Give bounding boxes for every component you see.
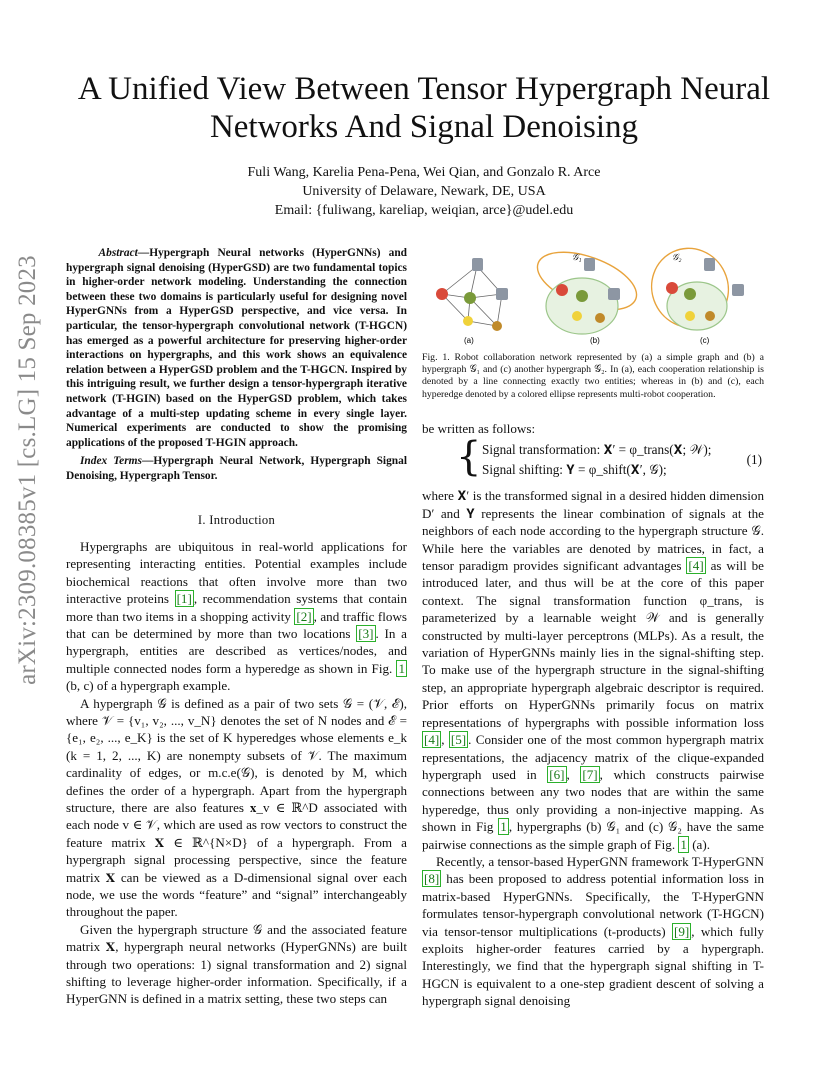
right-paragraph-2 <box>422 853 764 1010</box>
robot-icon <box>436 288 448 300</box>
robot-icon <box>704 258 715 271</box>
robot-network-figure <box>422 246 764 346</box>
citation-8[interactable]: [8] <box>424 871 440 887</box>
label-g2: 𝒢₂ <box>672 252 682 262</box>
right-p1c-text: , <box>441 732 449 748</box>
robot-icon <box>685 311 695 321</box>
robot-icon <box>496 288 508 300</box>
intro-p1c-text: , and traffic flows that can be determined by more than two locations <box>66 608 407 641</box>
robot-icon <box>595 313 605 323</box>
right-p1f-text: , which constructs pairwise connections between any two nodes that are within the same hyperedge, thus only providing a non-injective mapping. As shown in Fig <box>422 766 765 835</box>
citation-4[interactable]: [4] <box>688 558 704 574</box>
robot-icon <box>584 258 595 271</box>
right-p1b-text: as will be introduced later, and thus will be at the core of this paper context. The signal transformation function φ_trans, is parameterized by a learnable weight 𝒲 and is generally constructed by multi-layer perceptrons (MLPs). As a result, the variation of HyperGNNs mainly lies in the signal-shifting step. To make use of the hypergraph structure in the signal-shifting step, an appropriate hypergraph algebraic descriptor is required. Prior efforts on HyperGNNs primarily focus on matrix representations of hypergraphs with possible information loss <box>422 558 764 730</box>
right-p2a-text: Recently, a tensor-based HyperGNN framework T-HyperGNN <box>436 853 764 869</box>
hypergraph-g1 <box>530 246 644 345</box>
intro-p1d-text: . In a hypergraph, entities are described as vertices/nodes, and multiple connected nodes form a hyperedge as shown in Fig. <box>66 625 407 676</box>
robot-icon <box>608 288 620 300</box>
robot-icon <box>472 258 483 271</box>
figure-caption: Fig. 1. Robot collaboration network represented by (a) a simple graph and (b) a hypergraph 𝒢₁ and (c) another hypergraph 𝒢₂. In (a), each cooperation relationship is denoted by a line connecting exactly two entities; whereas in (b) and (c), each hyperedge denoted by a colored ellipse represents multi-robot cooperation. <box>422 352 764 400</box>
right-lead-text: be written as follows: <box>422 421 536 436</box>
citation-2[interactable]: [2] <box>296 608 312 624</box>
citation-9[interactable]: [9] <box>673 923 690 939</box>
affiliation: University of Delaware, Newark, DE, USA <box>302 184 546 199</box>
email: Email: {fuliwang, kareliap, weiqian, arce}@udel.edu <box>274 203 574 218</box>
equation-brace: { <box>456 434 482 481</box>
abstract <box>66 246 407 450</box>
citation-6[interactable]: [6] <box>549 766 565 782</box>
right-p1a-text: where 𝐗′ is the transformed signal in a desired hidden dimension D′ and 𝐘 represents the linear combination of signals at the neighbors of each node according to the hypergraph structure 𝒢. While here the variables are denoted by matrices, in fact, a tensor paradigm provides significant advantages <box>422 488 764 574</box>
intro-p1b-text: , recommendation systems that contain more than two items in a shopping activity <box>66 591 407 624</box>
robot-icon <box>705 311 715 321</box>
right-paragraph-1 <box>422 487 764 853</box>
right-column <box>422 420 764 1010</box>
citation-5[interactable]: [5] <box>450 732 467 748</box>
right-p2c-text: , which fully exploits higher-order features carried by a hypergraph. Interestingly, we find that the hypergraph signal shifting in T-HGCN is equivalent to a one-step gradient descent of solving a hypergraph signal denoising <box>422 923 764 1009</box>
figure-ref-3[interactable]: 1 <box>680 836 687 852</box>
abstract-lead: Abstract <box>98 247 138 259</box>
label-g1: 𝒢₁ <box>572 252 582 262</box>
abstract-text: —Hypergraph Neural networks (HyperGNNs) and hypergraph signal denoising (HyperGSD) are two fundamental topics in higher-order network modeling. Understanding the connection between these two domains is particularly useful for designing novel HyperGNNs from a HyperGSD perspective, and vice versa. In particular, the tensor-hypergraph convolutional network (T-HGCN) has emerged as a powerful architecture for preserving higher-order interactions on hypergraphs, and this work shows an equivalence relation between a HyperGSD problem and the T-HGCN. Inspired by this intriguing result, we further design a tensor-hypergraph iterative network (T-HGIN) based on the HyperGSD problem, which takes advantage of a multi-step updating scheme in every single layer. Numerical experiments are conducted to show the promising applications of the proposed T-HGIN approach. <box>66 247 408 449</box>
citation-4b[interactable]: [4] <box>424 732 440 748</box>
equation-number: (1) <box>746 452 762 468</box>
simple-graph <box>436 258 508 345</box>
intro-paragraph-2: A hypergraph 𝒢 is defined as a pair of two sets 𝒢 = (𝒱, ℰ), where 𝒱 = {v₁, v₂, ..., v_N} denotes the set of N nodes and ℰ = {e₁, e₂, ..., e_K} is the set of K hyperedges whose elements e_k (k = 1, 2, ..., K) are nonempty subsets of 𝒱. The maximum cardinality of edges, or m.c.e(𝒢), is denoted by M, which defines the order of a hypergraph. Apart from the hypergraph structure, there are also features 𝐱_v ∈ ℝ^D associated with each node v ∈ 𝒱, which are used as row vectors to construct the feature matrix 𝐗 ∈ ℝ^{N×D} of a hypergraph. From a hypergraph signal processing perspective, since the feature matrix 𝐗 can be viewed as a D-dimensional signal over each node, we use the words “feature” and “signal” interchangeably throughout the paper. <box>66 695 407 920</box>
arxiv-stamp <box>0 240 56 700</box>
right-p1g-text: , hypergraphs (b) 𝒢₁ and (c) 𝒢₂ have the same pairwise connections as the simple graph of Fig. <box>422 819 764 852</box>
equation-1 <box>422 434 764 481</box>
equation-line-2: Signal shifting: 𝐘 = φ_shift(𝐗′, 𝒢); <box>482 462 667 478</box>
right-p1d-text: . Consider one of the most common hypergraph matrix representations, the adjacency matrix of the clique-expanded hypergraph used in <box>422 732 765 782</box>
robot-icon <box>556 284 568 296</box>
robot-icon <box>732 284 744 296</box>
label-c: (c) <box>700 336 710 345</box>
authors: Fuli Wang, Karelia Pena-Pena, Wei Qian, and Gonzalo R. Arce <box>247 165 601 180</box>
hypergraph-g2 <box>639 246 744 345</box>
right-p1e-text: , <box>566 766 581 782</box>
arxiv-stamp-text: arXiv:2309.08385v1 [cs.LG] 15 Sep 2023 <box>14 255 41 685</box>
robot-icon <box>666 282 678 294</box>
intro-paragraph-1 <box>66 538 407 695</box>
intro-paragraph-3: Given the hypergraph structure 𝒢 and the associated feature matrix 𝐗, hypergraph neural networks (HyperGNNs) are built through two operations: 1) signal transformation and 2) signal shifting to leverage higher-order information. Specifically, if a HyperGNN is defined in a matrix setting, these two steps can <box>66 921 407 1007</box>
index-terms <box>66 454 407 483</box>
robot-icon <box>572 311 582 321</box>
figure-ref-1[interactable]: 1 <box>398 660 405 676</box>
label-b: (b) <box>590 336 600 345</box>
equation-line-1: Signal transformation: 𝐗′ = φ_trans(𝐗; 𝒲); <box>482 442 712 458</box>
figure-1 <box>422 246 764 346</box>
left-column <box>66 246 407 1008</box>
robot-icon <box>464 292 476 304</box>
citation-1[interactable]: [1] <box>176 591 192 607</box>
robot-icon <box>576 290 588 302</box>
figure-ref-2[interactable]: 1 <box>500 819 507 835</box>
title-line-1: A Unified View Between Tensor Hypergraph Neural <box>77 71 771 107</box>
paper-title <box>60 70 788 146</box>
robot-icon <box>492 321 502 331</box>
robot-icon <box>684 288 696 300</box>
right-p1h-text: (a). <box>688 836 711 852</box>
label-a: (a) <box>464 336 474 345</box>
citation-7[interactable]: [7] <box>582 766 598 782</box>
robot-icon <box>463 316 473 326</box>
title-line-2: Networks And Signal Denoising <box>209 109 639 145</box>
author-block <box>60 163 788 220</box>
citation-3[interactable]: [3] <box>358 625 374 641</box>
index-terms-lead: Index Terms <box>80 455 142 468</box>
section-heading: I. Introduction <box>197 512 276 527</box>
right-p2b-text: has been proposed to address potential information loss in matrix-based HyperGNNs. Specifically, the T-HyperGNN formulates tensor-hypergraph convolutional network (T-HGCN) via tensor-tensor multiplications (t-products) <box>422 871 764 939</box>
intro-p1-text: Hypergraphs are ubiquitous in real-world applications for representing interacting entities. Potential examples include biochemical reactions that often involve more than two interactive proteins <box>66 538 407 607</box>
intro-p1e-text: (b, c) of a hypergraph example. <box>66 678 231 694</box>
index-terms-text: —Hypergraph Neural Network, Hypergraph Signal Denoising, Hypergraph Tensor. <box>66 455 407 482</box>
